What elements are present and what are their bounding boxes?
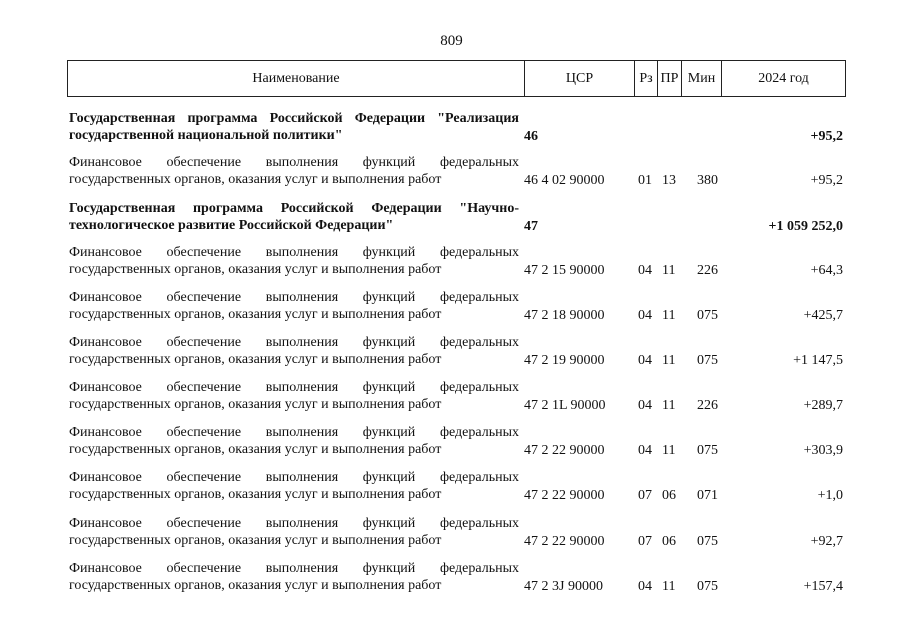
row-amount: +425,7 bbox=[803, 308, 843, 323]
row-csr: 47 2 3J 90000 bbox=[524, 579, 603, 594]
row-min: 075 bbox=[697, 353, 718, 368]
row-pr: 11 bbox=[662, 263, 676, 278]
row-pr: 06 bbox=[662, 534, 676, 549]
table-header bbox=[67, 60, 846, 97]
row-pr: 11 bbox=[662, 443, 676, 458]
row-name: Финансовое обеспечение выполнения функций федеральных государственных органов, оказания услуг и выполнения работ bbox=[69, 380, 519, 412]
row-min: 226 bbox=[697, 398, 718, 413]
row-pr: 11 bbox=[662, 308, 676, 323]
row-rz: 04 bbox=[638, 443, 652, 458]
row-pr: 11 bbox=[662, 353, 676, 368]
row-rz: 04 bbox=[638, 263, 652, 278]
header-pr: ПР bbox=[658, 61, 682, 96]
row-rz: 04 bbox=[638, 579, 652, 594]
row-name: Финансовое обеспечение выполнения функций федеральных государственных органов, оказания услуг и выполнения работ bbox=[69, 290, 519, 322]
page-number: 809 bbox=[440, 33, 463, 49]
row-name: Государственная программа Российской Федерации "Научно-технологическое развитие Российской Федерации" bbox=[69, 201, 519, 233]
row-min: 075 bbox=[697, 443, 718, 458]
row-pr: 11 bbox=[662, 579, 676, 594]
row-amount: +1 059 252,0 bbox=[768, 219, 843, 234]
row-amount: +64,3 bbox=[810, 263, 843, 278]
header-rz: Рз bbox=[635, 61, 658, 96]
row-amount: +303,9 bbox=[803, 443, 843, 458]
row-csr: 47 2 19 90000 bbox=[524, 353, 605, 368]
header-csr: ЦСР bbox=[525, 61, 635, 96]
row-min: 075 bbox=[697, 308, 718, 323]
row-csr: 46 4 02 90000 bbox=[524, 173, 605, 188]
row-amount: +289,7 bbox=[803, 398, 843, 413]
row-rz: 07 bbox=[638, 488, 652, 503]
row-rz: 01 bbox=[638, 173, 652, 188]
row-name: Финансовое обеспечение выполнения функций федеральных государственных органов, оказания услуг и выполнения работ bbox=[69, 561, 519, 593]
row-min: 380 bbox=[697, 173, 718, 188]
row-pr: 13 bbox=[662, 173, 676, 188]
row-pr: 06 bbox=[662, 488, 676, 503]
row-amount: +1 147,5 bbox=[793, 353, 843, 368]
header-min: Мин bbox=[682, 61, 722, 96]
row-csr: 47 2 22 90000 bbox=[524, 534, 605, 549]
row-csr: 47 2 22 90000 bbox=[524, 443, 605, 458]
row-amount: +92,7 bbox=[810, 534, 843, 549]
row-amount: +1,0 bbox=[817, 488, 843, 503]
row-name: Финансовое обеспечение выполнения функций федеральных государственных органов, оказания услуг и выполнения работ bbox=[69, 245, 519, 277]
row-csr: 47 2 22 90000 bbox=[524, 488, 605, 503]
row-name: Государственная программа Российской Федерации "Реализация государственной национальной политики" bbox=[69, 111, 519, 143]
row-rz: 04 bbox=[638, 398, 652, 413]
header-name: Наименование bbox=[68, 61, 525, 96]
row-min: 075 bbox=[697, 534, 718, 549]
row-csr: 47 2 18 90000 bbox=[524, 308, 605, 323]
row-csr: 46 bbox=[524, 129, 538, 144]
row-amount: +157,4 bbox=[803, 579, 843, 594]
row-csr: 47 2 1L 90000 bbox=[524, 398, 606, 413]
row-rz: 07 bbox=[638, 534, 652, 549]
row-name: Финансовое обеспечение выполнения функций федеральных государственных органов, оказания услуг и выполнения работ bbox=[69, 516, 519, 548]
row-min: 226 bbox=[697, 263, 718, 278]
row-min: 071 bbox=[697, 488, 718, 503]
row-pr: 11 bbox=[662, 398, 676, 413]
row-name: Финансовое обеспечение выполнения функций федеральных государственных органов, оказания услуг и выполнения работ bbox=[69, 335, 519, 367]
row-csr: 47 bbox=[524, 219, 538, 234]
row-amount: +95,2 bbox=[810, 129, 843, 144]
row-name: Финансовое обеспечение выполнения функций федеральных государственных органов, оказания услуг и выполнения работ bbox=[69, 425, 519, 457]
row-rz: 04 bbox=[638, 353, 652, 368]
header-year: 2024 год bbox=[758, 70, 809, 86]
row-name: Финансовое обеспечение выполнения функций федеральных государственных органов, оказания услуг и выполнения работ bbox=[69, 155, 519, 187]
row-min: 075 bbox=[697, 579, 718, 594]
row-amount: +95,2 bbox=[810, 173, 843, 188]
row-rz: 04 bbox=[638, 308, 652, 323]
row-name: Финансовое обеспечение выполнения функций федеральных государственных органов, оказания услуг и выполнения работ bbox=[69, 470, 519, 502]
row-csr: 47 2 15 90000 bbox=[524, 263, 605, 278]
